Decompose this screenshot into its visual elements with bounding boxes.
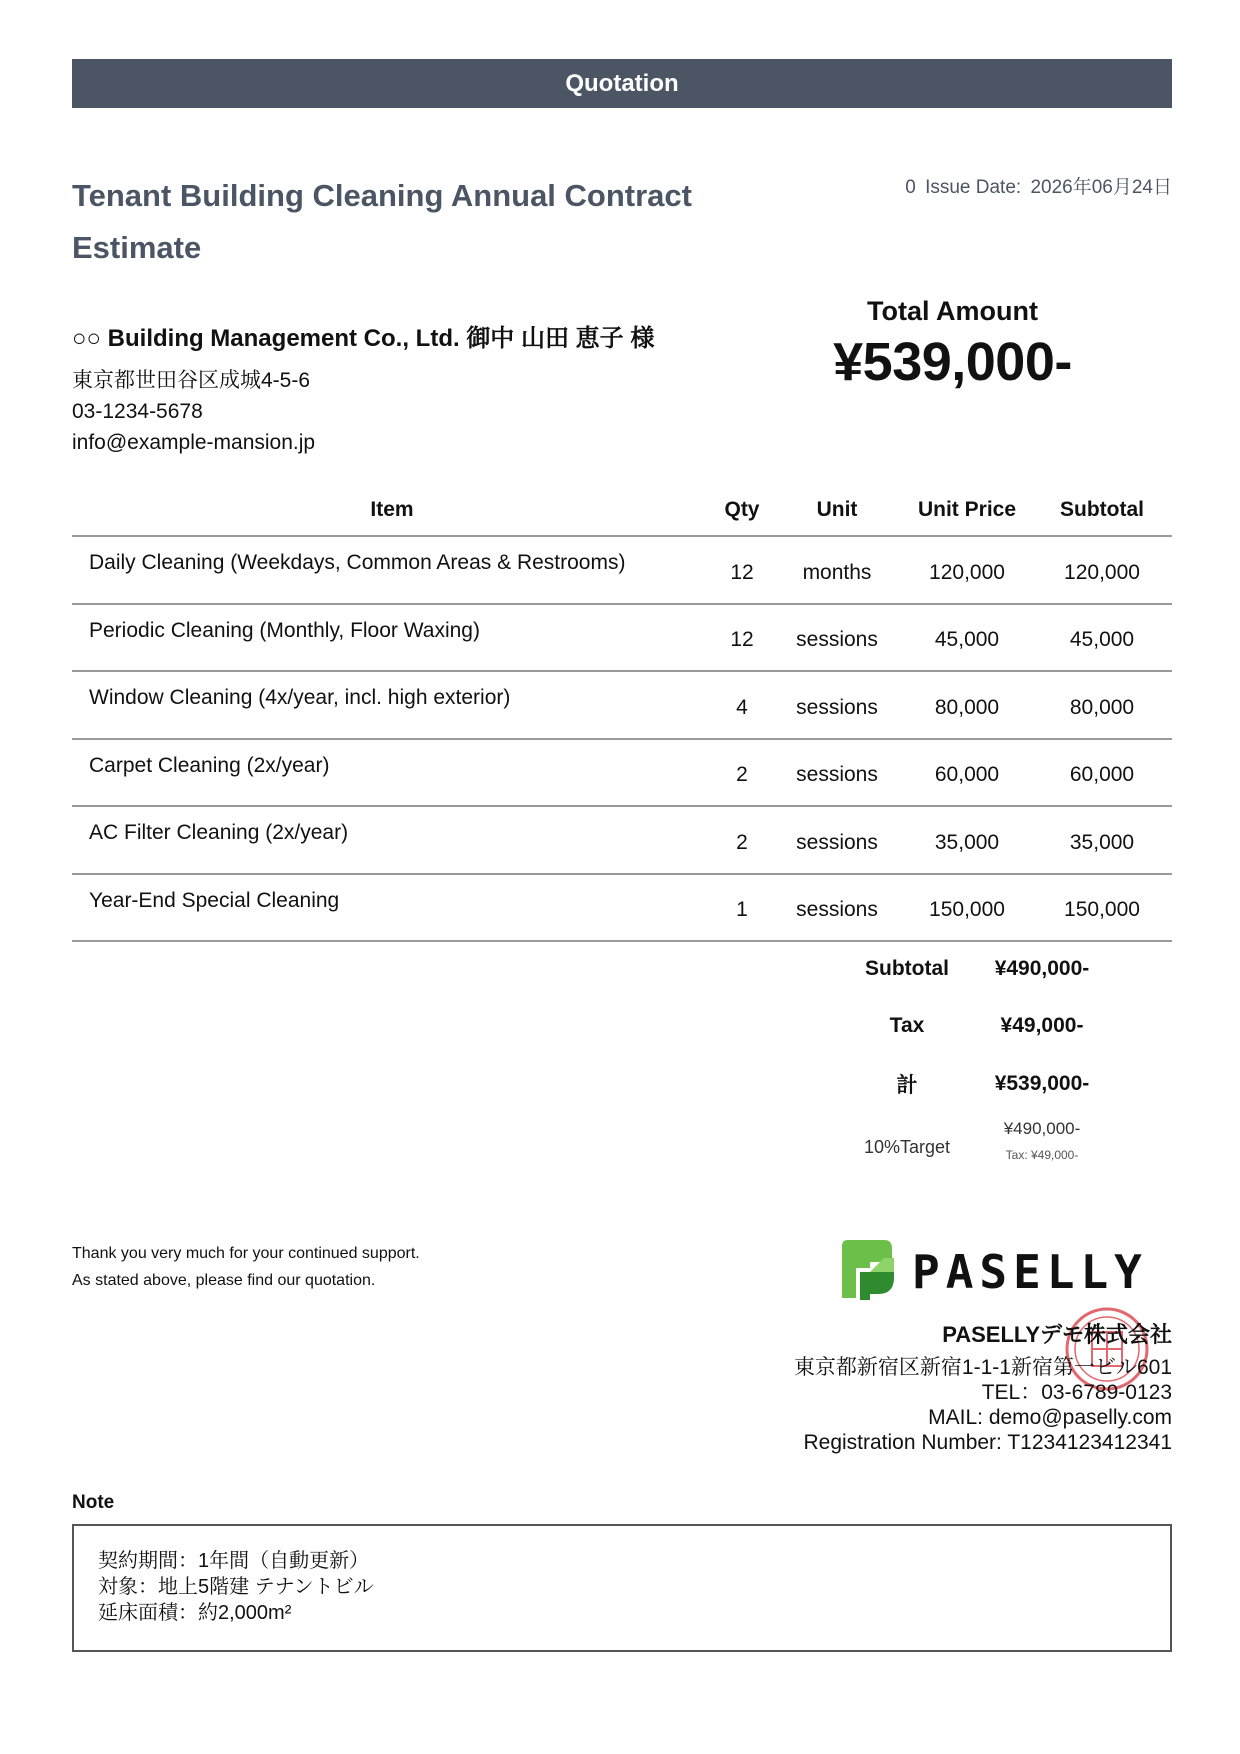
issuer-company-name: PASELLYデモ株式会社 bbox=[942, 1322, 1172, 1347]
row-subtotal: 60,000 bbox=[1032, 739, 1172, 807]
header-unit: Unit bbox=[772, 484, 902, 536]
row-unit-price: 120,000 bbox=[902, 536, 1032, 604]
row-item: AC Filter Cleaning (2x/year) bbox=[72, 806, 712, 874]
row-item: Window Cleaning (4x/year, incl. high exterior) bbox=[72, 671, 712, 739]
thank-you-line-2: As stated above, please find our quotation. bbox=[72, 1272, 376, 1289]
tax-rate-tax: Tax: ¥49,000- bbox=[1005, 1147, 1079, 1162]
quotation-banner: Quotation bbox=[72, 59, 1172, 108]
header-unit-price: Unit Price bbox=[902, 484, 1032, 536]
paselly-mark-icon bbox=[842, 1240, 894, 1300]
issue-date-label: Issue Date: bbox=[925, 177, 1022, 198]
table-row bbox=[72, 536, 1172, 604]
row-qty: 1 bbox=[712, 874, 772, 942]
row-subtotal: 80,000 bbox=[1032, 671, 1172, 739]
items-table bbox=[72, 484, 1172, 942]
paselly-logo-text: PASELLY bbox=[912, 1245, 1148, 1299]
row-unit: sessions bbox=[772, 604, 902, 672]
tax-rate-breakdown bbox=[842, 1119, 1172, 1162]
row-unit: sessions bbox=[772, 874, 902, 942]
summary-tax-label: Tax bbox=[889, 1014, 925, 1038]
row-item: Periodic Cleaning (Monthly, Floor Waxing) bbox=[72, 604, 712, 672]
summary-tax-value: ¥49,000- bbox=[1000, 1014, 1084, 1038]
summary-total-label: 計 bbox=[896, 1073, 918, 1097]
row-item: Daily Cleaning (Weekdays, Common Areas & Restrooms) bbox=[72, 536, 712, 604]
client-block bbox=[72, 318, 654, 458]
row-unit-price: 45,000 bbox=[902, 604, 1032, 672]
row-subtotal: 45,000 bbox=[1032, 604, 1172, 672]
row-unit-price: 80,000 bbox=[902, 671, 1032, 739]
row-qty: 4 bbox=[712, 671, 772, 739]
row-unit-price: 150,000 bbox=[902, 874, 1032, 942]
row-unit: sessions bbox=[772, 671, 902, 739]
summary-subtotal-value: ¥490,000- bbox=[994, 956, 1090, 980]
row-unit: sessions bbox=[772, 739, 902, 807]
table-row bbox=[72, 671, 1172, 739]
issuer-company-block bbox=[794, 1318, 1172, 1455]
total-amount-label: Total Amount bbox=[867, 296, 1038, 326]
summary-subtotal-row bbox=[842, 940, 1172, 998]
issuer-registration: Registration Number: T1234123412341 bbox=[803, 1431, 1172, 1454]
document-title: Tenant Building Cleaning Annual Contract Estimate bbox=[72, 178, 692, 265]
issuer-address: 東京都新宿区新宿1-1-1新宿第一ビル601 bbox=[793, 1356, 1172, 1379]
tax-rate-base: ¥490,000- bbox=[1003, 1118, 1081, 1138]
summary-subtotal-label: Subtotal bbox=[865, 956, 949, 980]
client-phone: 03-1234-5678 bbox=[72, 400, 203, 423]
total-amount-box bbox=[795, 296, 1110, 393]
issue-date-value: 2026年06月24日 bbox=[1030, 177, 1172, 198]
table-row bbox=[72, 739, 1172, 807]
note-box bbox=[72, 1524, 1172, 1652]
header-qty: Qty bbox=[712, 484, 772, 536]
issuer-tel: TEL：03-6789-0123 bbox=[981, 1381, 1172, 1404]
row-item: Year-End Special Cleaning bbox=[72, 874, 712, 942]
note-line: 延床面積：約2,000m² bbox=[98, 1602, 292, 1624]
row-unit-price: 35,000 bbox=[902, 806, 1032, 874]
row-subtotal: 35,000 bbox=[1032, 806, 1172, 874]
client-address: 東京都世田谷区成城4-5-6 bbox=[72, 369, 311, 392]
thank-you-message bbox=[72, 1240, 420, 1294]
tax-rate-label: 10%Target bbox=[863, 1136, 951, 1157]
total-amount-value: ¥539,000- bbox=[833, 332, 1072, 392]
header-item: Item bbox=[72, 484, 712, 536]
thank-you-line-1: Thank you very much for your continued support. bbox=[72, 1245, 420, 1262]
note-line: 対象：地上5階建 テナントビル bbox=[98, 1576, 374, 1598]
row-subtotal: 150,000 bbox=[1032, 874, 1172, 942]
row-item: Carpet Cleaning (2x/year) bbox=[72, 739, 712, 807]
row-qty: 12 bbox=[712, 604, 772, 672]
summary-total-value: ¥539,000- bbox=[994, 1071, 1090, 1095]
note-label: Note bbox=[72, 1492, 115, 1513]
row-unit: sessions bbox=[772, 806, 902, 874]
issuer-mail: MAIL: demo@paselly.com bbox=[928, 1406, 1172, 1429]
header-subtotal: Subtotal bbox=[1032, 484, 1172, 536]
table-row bbox=[72, 604, 1172, 672]
table-row bbox=[72, 874, 1172, 942]
summary-total-row bbox=[842, 1055, 1172, 1113]
table-header-row bbox=[72, 484, 1172, 536]
row-qty: 12 bbox=[712, 536, 772, 604]
row-unit: months bbox=[772, 536, 902, 604]
document-number: 0 bbox=[905, 177, 916, 198]
row-unit-price: 60,000 bbox=[902, 739, 1032, 807]
note-line: 契約期間：1年間（自動更新） bbox=[98, 1550, 370, 1572]
row-qty: 2 bbox=[712, 806, 772, 874]
row-qty: 2 bbox=[712, 739, 772, 807]
client-email: info@example-mansion.jp bbox=[72, 431, 316, 454]
summary-block bbox=[842, 940, 1172, 1162]
summary-tax-row bbox=[842, 998, 1172, 1056]
table-row bbox=[72, 806, 1172, 874]
client-name: ○○ Building Management Co., Ltd. 御中 山田 恵子 様 bbox=[72, 325, 655, 352]
row-subtotal: 120,000 bbox=[1032, 536, 1172, 604]
issue-date bbox=[901, 172, 1172, 199]
paselly-logo bbox=[840, 1238, 1172, 1302]
